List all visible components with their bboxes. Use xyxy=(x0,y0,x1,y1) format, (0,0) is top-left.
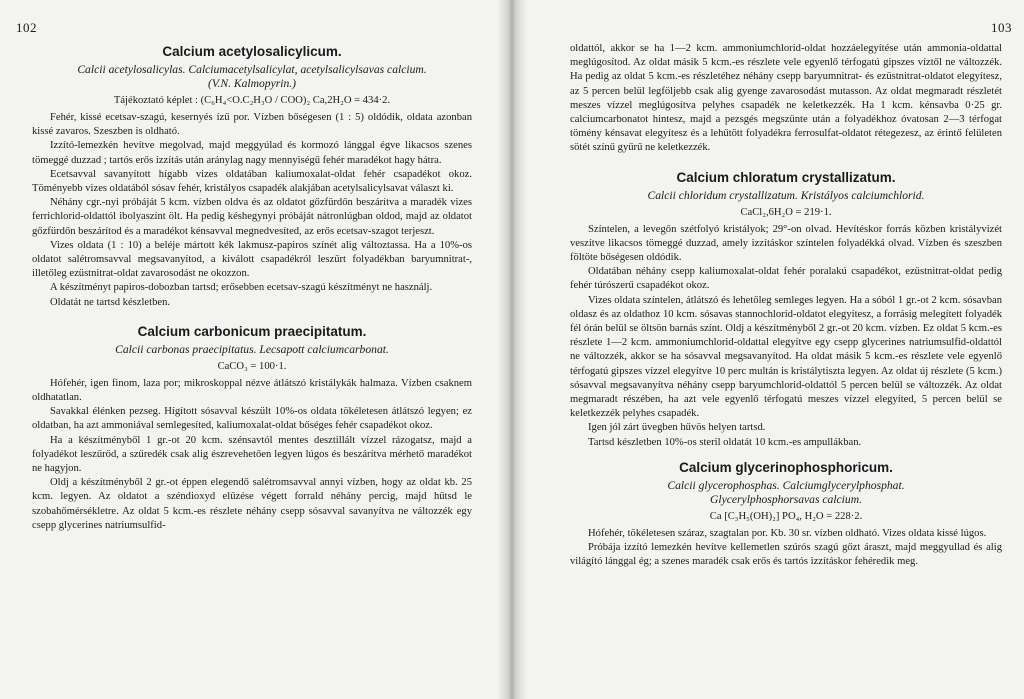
page-number: 103 xyxy=(991,20,1012,35)
paragraph: Hófehér, tökéletesen száraz, szagtalan por. Kb. 30 sr. vízben oldható. Vizes oldata kissé lúgos. xyxy=(588,527,987,539)
paragraph: oldattól, akkor se ha 1—2 kcm. ammoniumchlorid-oldat hozzáelegyítése után ammonia-oldattal meglúgosítod. Az oldat másik 5 kcm.-es részlete vele egyenlő térfogatú gipszes víztől ne változzék. Ha pedig az oldat 5 kcm.-es részletéhez néhány csepp baryumnitrat- és ezüstnitrat-oldatot elegyítesz, az 5 percen belül legföljebb csak alig gyenge zavarosodást mutasson. Az oldat megmaradt részletét meszes vízzel meglúgosítva pelyhes csapadék ne keletkezzék. Ha 1 kcm. kénsavba 0·25 gr. calciumcarbonatot hintesz, majd a pezsgés megszünte után a folyadékhoz óvatosan 2—3 térfogat tömény kénsavat elegyítesz és a lehűtött folyadékra ferrosulfat-oldatot rétegezesz, az érintő felületen sötét színű gyűrű ne keletkezzék. xyxy=(570,43,1002,154)
paragraph: Oldatát ne tartsd készletben. xyxy=(50,296,171,308)
paragraph: Tartsd készletben 10%-os steril oldatát 10 kcm.-es ampullákban. xyxy=(588,436,862,448)
section-synonyms: Glycerylphosphorsavas calcium. xyxy=(710,492,862,506)
chemical-formula: Tájékoztató képlet : (C₆H₄<O.C₂H₃O / COO)₂ Ca,2H₂O = 434·2. xyxy=(113,95,391,106)
section-title: Calcium carbonicum praecipitatum. xyxy=(137,323,367,339)
paragraph: Próbája izzító lemezkén hevítve kellemetlen szúrós szagú gőzt áraszt, majd meggyullad és alig világító lánggal ég; a szenes maradék csak erős és tartós izzításkor fehéredik meg. xyxy=(570,542,1002,568)
paragraph: Vizes oldata színtelen, átlátszó és lehetőleg semleges legyen. Ha a sóból 1 gr.-ot 2 kcm. sósavban oldasz és az oldathoz 10 kcm. sósavas stannochlorid-oldatot elegyítesz, a forrásig melegített folyadék fél órán belül se öltsön barnás színt. Oldj a készítményből 2 gr.-ot 20 kcm. vízben. Ez oldat 5 kcm.-es részlete 1—2 kcm. ammoniumchlorid-oldattal elegyítve egy csepp glycerines natriumsulfid-oldattól ne változzék, akkor se ha sósavval megsavanyítod. Ha oldat másik 5 kcm.-es részlete vele egyenlő térfogatú gipszes vízzel elegyítve 10 perc multán is kristálytiszta legyen. Az oldat új részlete (5 kcm.) sósavval megsavanyítva néhány csepp baryumchlorid-oldattól 5 percen belül se változzék. Az oldat megmaradt részében, ha azt vele egyenlő térfogatú meszes vízzel elegyíted, 5 percen belül se keletkezzék pelyhes csapadék. xyxy=(570,294,1002,420)
chemical-formula: Ca [C₃H₅(OH)₂] PO₄, H₂O = 228·2. xyxy=(709,510,863,522)
right-column xyxy=(570,42,1002,569)
section-synonyms: Calcii acetylosalicylas. Calciumacetylsalicylat, acetylsalicylsavas calcium. xyxy=(77,63,427,76)
paragraph: Ha a készítményből 1 gr.-ot 20 kcm. szénsavtól mentes desztillált vízzel rázogatsz, majd a folyadékot leszűröd, a szűredék csak alig észrevehetően legyen lúgos és beszárítva mérhető maradékot ne hagyjon. xyxy=(32,434,472,475)
section-title: Calcium chloratum crystallizatum. xyxy=(676,169,896,185)
page-number: 102 xyxy=(16,20,37,35)
section-synonyms: Calcii chloridum crystallizatum. Kristályos calciumchlorid. xyxy=(647,188,925,202)
paragraph: Ecetsavval savanyított hígabb vizes oldatában kaliumoxalat-oldat fehér csapadékot okoz. Töményebb vizes oldatából sósav fehér, kristályos csapadék alakjában acetylsalicylsavat választ ki. xyxy=(32,168,472,195)
paragraph: A készítményt papiros-dobozban tartsd; erősebben ecetsav-szagú készítményt ne használj. xyxy=(50,282,433,294)
section-synonyms: Calcii carbonas praecipitatus. Lecsapott calciumcarbonat. xyxy=(115,342,389,356)
paragraph: Igen jól zárt üvegben hűvös helyen tartsd. xyxy=(588,422,766,434)
section-title: Calcium glycerinophosphoricum. xyxy=(679,459,893,475)
paragraph: Vizes oldata (1 : 10) a beléje mártott kék lakmusz-papiros színét alig változtassa. Ha a 10%-os oldatot salétromsavval megsavanyítod, a kiválott csapadékról leszűrt folyadékban baryumnitrat-, illetőleg ezüstnitrat-oldat zavarosodást ne okozzon. xyxy=(32,239,472,280)
paragraph: Oldj a készítményből 2 gr.-ot éppen elegendő salétromsavval annyi vízben, hogy az oldat kb. 25 kcm. legyen. Az oldatot a széndioxyd elűzése végett forrald néhány percig, majd hűtsd le szobahőmérsékletre. Az oldat 5 kcm.-es részlete néhány csepp sósavval savanyítva ne változzék egy csepp glycerines natriumsulfid- xyxy=(32,477,472,531)
section-title: Calcium acetylosalicylicum. xyxy=(162,44,342,59)
section-author: (V.N. Kalmopyrin.) xyxy=(207,77,297,90)
paragraph: Színtelen, a levegőn szétfolyó kristályok; 29°-on olvad. Hevítéskor forrás közben kristályvizét veszítve likacsos tömeggé duzzad, amely izzításkor színtelen folyadékká olvad. Vízben és szeszben föltöte bőségesen oldódik. xyxy=(570,223,1002,264)
section-synonyms: Calcii glycerophosphas. Calciumglycerylphosphat. xyxy=(667,478,905,492)
paragraph: Izzító-lemezkén hevítve megolvad, majd meggyúlad és kormozó lánggal égve likacsos szenes tömeggé duzzad ; tartós erős izzítás után aránylag nagy mennyiségű fehér maradékot hagy hátra. xyxy=(32,140,472,166)
paragraph: Hófehér, igen finom, laza por; mikroskoppal nézve átlátszó kristálykák halmaza. Vízben csaknem oldhatatlan. xyxy=(32,377,472,404)
paragraph: Fehér, kissé ecetsav-szagú, kesernyés ízű por. Vízben bőségesen (1 : 5) oldódik, oldata azonban kissé zavaros. Szeszben is oldható. xyxy=(32,112,472,138)
right-page xyxy=(512,0,1024,699)
left-column xyxy=(32,44,472,533)
paragraph: Savakkal élénken pezseg. Hígított sósavval készült 10%-os oldata tökéletesen átlátszó legyen; ez oldatban, ha azt ammoniával semlegesíted, kaliumoxalat-oldat bőséges fehér csapadékot okoz. xyxy=(32,406,472,432)
paragraph: Oldatában néhány csepp kaliumoxalat-oldat fehér poralakú csapadékot, ezüstnitrat-oldat pedig fehér túrószerű csapadékot okoz. xyxy=(570,266,1002,292)
chemical-formula: CaCO₃ = 100·1. xyxy=(217,360,287,372)
chemical-formula: CaCl₂,6H₂O = 219·1. xyxy=(740,206,832,218)
paragraph: Néhány cgr.-nyi próbáját 5 kcm. vízben oldva és az oldatot gőzfürdőn beszárítva a maradék vizes ferrichlorid-oldattól ibolyaszínt ölt. Ha pedig késhegynyi próbáját nátronlúgban oldod, majd az oldatot gőzfürdőn beszárítod és a maradékot kénsavval megnedvesíted, az erős ecetsav-szagot terjeszt. xyxy=(32,197,472,237)
